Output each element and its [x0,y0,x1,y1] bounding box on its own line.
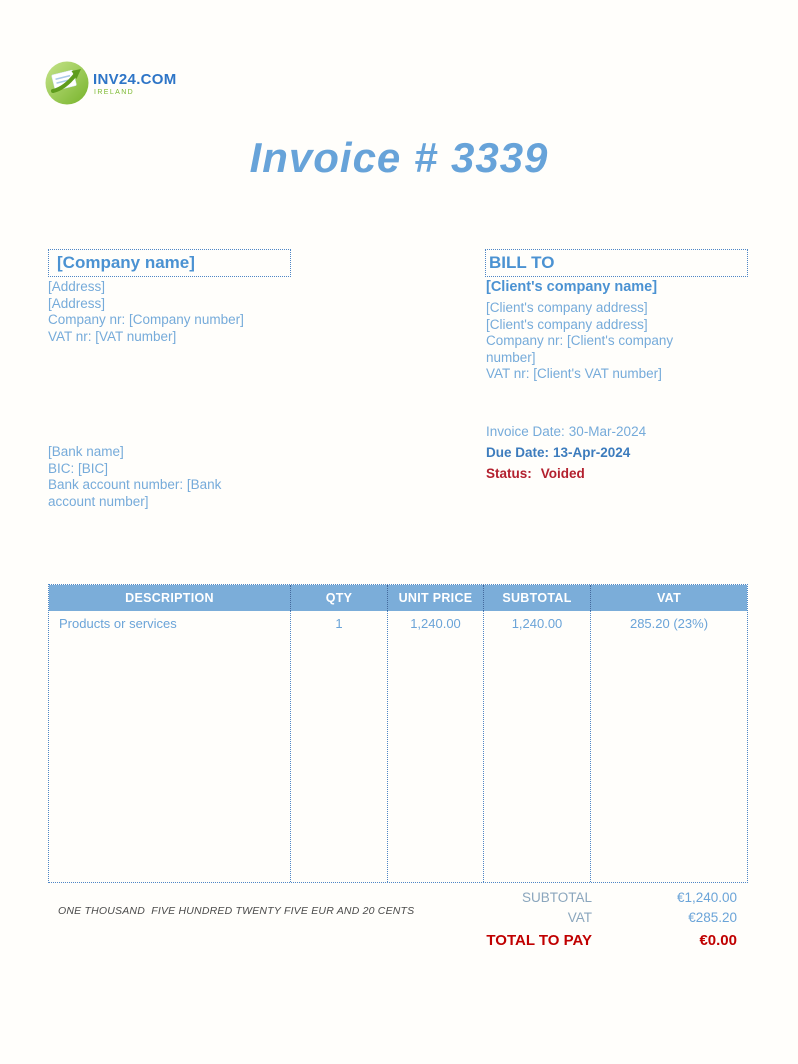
client-company-number: Company nr: [Client's company number] [486,333,674,365]
seller-bank-details [48,444,248,510]
brand-wordmark [93,72,177,96]
column-header-description: DESCRIPTION [49,585,291,611]
due-date-value: 13-Apr-2024 [553,445,631,460]
invoice-date-value: 30-Mar-2024 [568,424,647,439]
column-header-vat: VAT [656,591,682,605]
column-header-subtotal: SUBTOTAL [484,585,591,611]
bill-to-box [485,249,748,277]
vat-value: €285.20 [688,909,737,925]
due-date-line [486,442,646,463]
seller-address-line: [Address] [48,279,106,294]
vat-label: VAT [567,909,592,925]
totals-section [392,888,737,951]
inv24-globe-arrow-icon [44,60,90,106]
subtotal-value: €1,240.00 [676,890,737,905]
table-row [49,611,747,882]
cell-unit-price: 1,240.00 [388,611,484,882]
total-to-pay-label: TOTAL TO PAY [486,932,592,949]
invoice-date-line [486,421,646,442]
seller-vat-number: VAT nr: [VAT number] [48,328,177,344]
due-date-label: Due Date: [486,445,550,460]
subtotal-row [392,888,737,908]
seller-name-box [48,249,291,277]
bill-to-label: BILL TO [489,253,555,272]
amount-in-words: ONE THOUSAND FIVE HUNDRED TWENTY FIVE EUR AND 20 CENTS [58,905,415,917]
invoice-date-label: Invoice Date: [486,424,565,439]
bank-name: [Bank name] [48,444,124,459]
bank-bic: BIC: [BIC] [48,460,109,476]
status-line [486,463,646,484]
invoice-title: Invoice # 3339 [249,134,549,181]
seller-company-name: [Company name] [57,253,195,272]
status-label: Status: [486,466,532,481]
client-vat-number: VAT nr: [Client's VAT number] [486,366,662,381]
brand-country: IRELAND [94,89,135,96]
brand-name: INV24.COM [93,71,177,88]
invoice-meta [486,421,646,484]
client-address-line: [Client's company address] [486,316,648,332]
table-header-row [49,585,747,611]
cell-qty: 1 [291,611,388,882]
total-to-pay-value: €0.00 [699,932,737,949]
seller-details [48,279,298,345]
total-to-pay-row [392,930,737,951]
cell-subtotal: 1,240.00 [484,611,591,882]
client-details [486,300,701,383]
cell-vat: 285.20 (23%) [629,616,709,631]
subtotal-label: SUBTOTAL [521,890,592,905]
line-items-table [48,584,748,883]
client-company-name: [Client's company name] [486,279,658,295]
seller-address-line: [Address] [48,295,106,311]
client-address-line: [Client's company address] [486,300,648,315]
column-header-unit-price: UNIT PRICE [388,585,484,611]
bank-account-number: Bank account number: [Bank account number] [48,477,222,509]
status-badge: Voided [540,466,585,481]
column-header-qty: QTY [291,585,388,611]
brand-logo [44,60,177,106]
cell-description: Products or services [49,611,291,882]
seller-company-number: Company nr: [Company number] [48,312,244,327]
vat-row [392,908,737,928]
